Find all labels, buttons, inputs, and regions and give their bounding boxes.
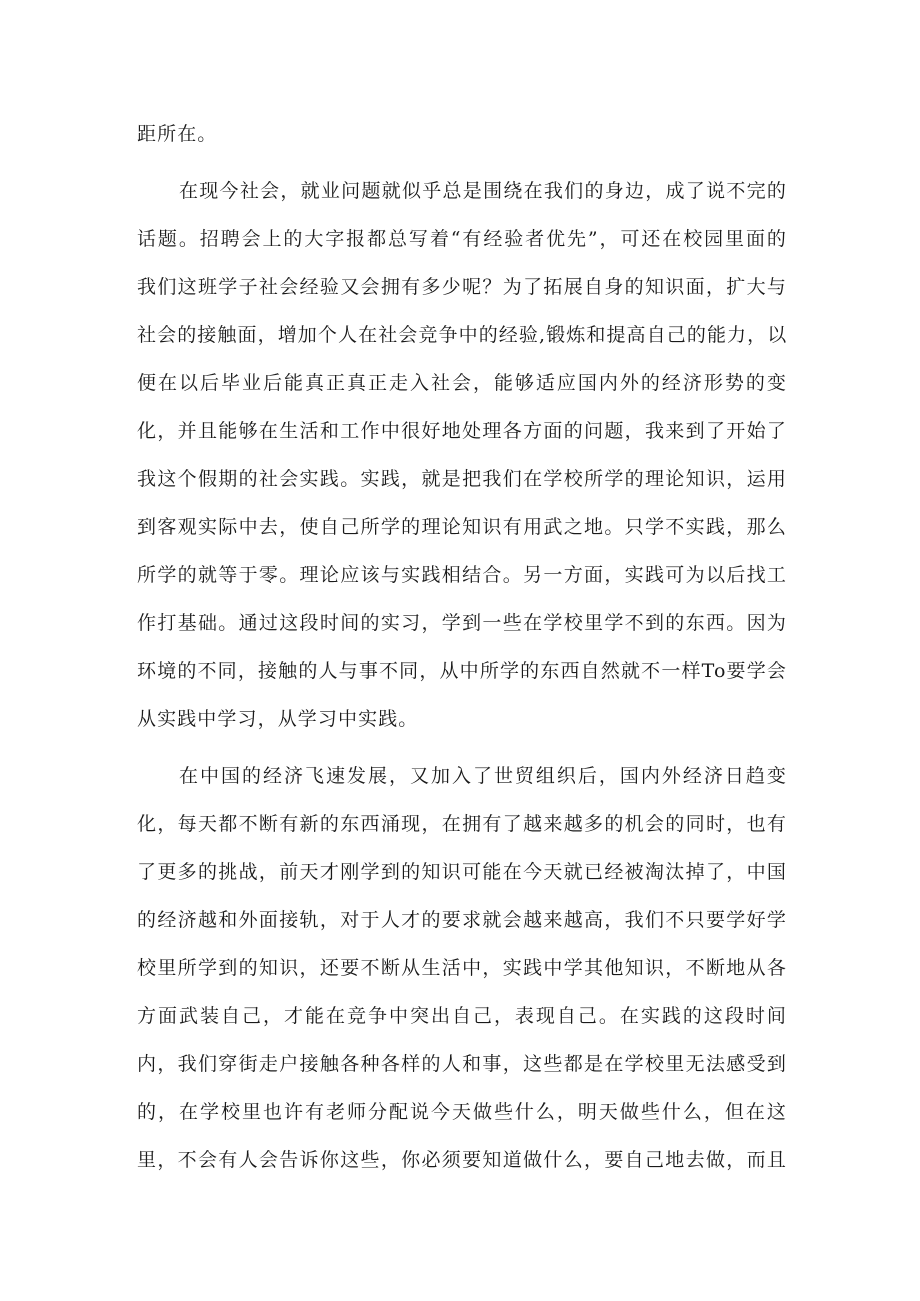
text-line: 的经济越和外面接轨，对于人才的要求就会越来越高，我们不只要学好学 (137, 909, 787, 931)
text-line: 作打基础。通过这段时间的实习，学到一些在学校里学不到的东西。因为 (137, 612, 787, 634)
paragraph-continuation (137, 110, 787, 158)
text-line: 方面武装自己，才能在竞争中突出自己，表现自己。在实践的这段时间 (137, 1005, 787, 1027)
text-line: 在中国的经济飞速发展，又加入了世贸组织后，国内外经济日趋变 (179, 765, 787, 787)
paragraph-economy (137, 752, 787, 1184)
text-line: 到客观实际中去，使自己所学的理论知识有用武之地。只学不实践，那么 (137, 516, 787, 538)
text-line: 了更多的挑战，前天才刚学到的知识可能在今天就已经被淘汰掉了，中国 (137, 861, 787, 883)
body-text (137, 110, 787, 1184)
text-line: 的，在学校里也许有老师分配说今天做些什么，明天做些什么，但在这 (137, 1101, 787, 1123)
text-line: 里，不会有人会告诉你这些，你必须要知道做什么，要自己地去做，而且 (137, 1149, 787, 1171)
text-line: 所学的就等于零。理论应该与实践相结合。另一方面，实践可为以后找工 (137, 564, 787, 586)
text-line: 话题。招聘会上的大字报都总写着“有经验者优先”，可还在校园里面的 (137, 228, 787, 250)
text-line: 我这个假期的社会实践。实践，就是把我们在学校所学的理论知识，运用 (137, 468, 787, 490)
text-line: 从实践中学习，从学习中实践。 (137, 708, 419, 730)
text-line: 校里所学到的知识，还要不断从生活中，实践中学其他知识，不断地从各 (137, 957, 787, 979)
paragraph-employment (137, 167, 787, 743)
text-line: 便在以后毕业后能真正真正走入社会，能够适应国内外的经济形势的变 (137, 372, 787, 394)
text-line: 在现今社会，就业问题就似乎总是围绕在我们的身边，成了说不完的 (179, 180, 787, 202)
text-line: 社会的接触面，增加个人在社会竞争中的经验,锻炼和提高自己的能力，以 (137, 324, 788, 346)
text-line: 内，我们穿街走户接触各种各样的人和事，这些都是在学校里无法感受到 (137, 1053, 787, 1075)
text-line: 距所在。 (137, 123, 218, 145)
text-line: 化，每天都不断有新的东西涌现，在拥有了越来越多的机会的同时，也有 (137, 813, 787, 835)
text-line: 化，并且能够在生活和工作中很好地处理各方面的问题，我来到了开始了 (137, 420, 787, 442)
text-line: 我们这班学子社会经验又会拥有多少呢？为了拓展自身的知识面，扩大与 (137, 276, 787, 298)
text-line: 环境的不同，接触的人与事不同，从中所学的东西自然就不一样To要学会 (137, 660, 787, 682)
